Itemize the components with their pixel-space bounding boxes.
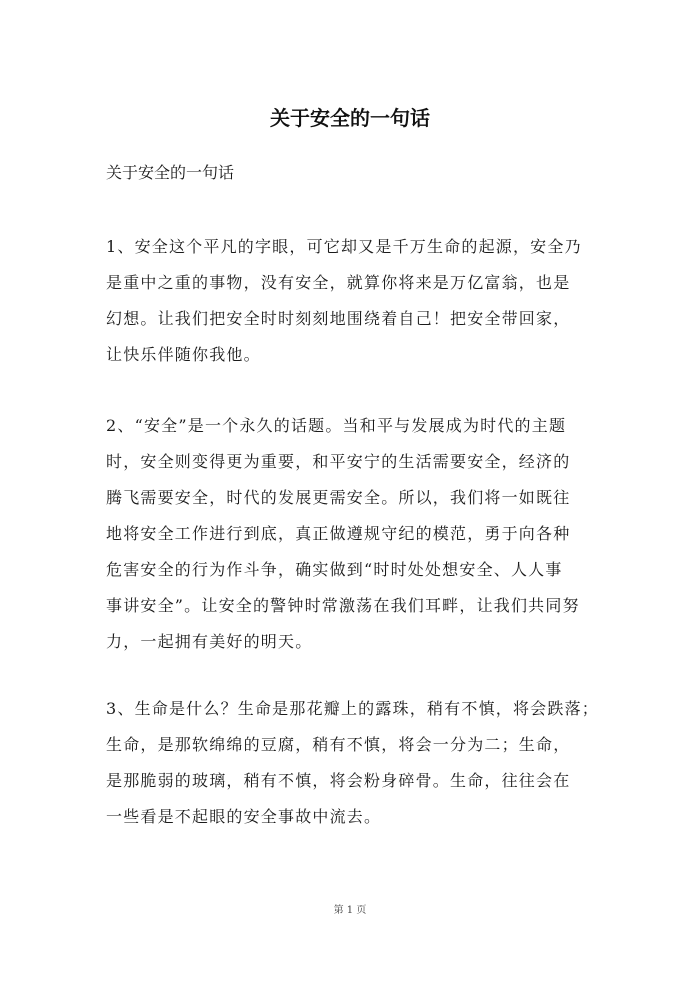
paragraph-line: 2、“安全”是一个永久的话题。当和平与发展成为时代的主题 [106,416,567,435]
paragraph-line: 是那脆弱的玻璃，稍有不慎，将会粉身碎骨。生命，往往会在 [106,771,571,790]
paragraph-line: 地将安全工作进行到底，真正做遵规守纪的模范，勇于向各种 [106,524,571,543]
paragraph-line: 3、生命是什么？生命是那花瓣上的露珠，稍有不慎，将会跌落； [106,699,599,718]
paragraph-line: 让快乐伴随你我他。 [106,345,261,364]
paragraph-line: 生命，是那软绵绵的豆腐，稍有不慎，将会一分为二；生命， [106,735,571,754]
paragraph-line: 是重中之重的事物，没有安全，就算你将来是万亿富翁，也是 [106,273,571,292]
paragraph-1 [106,229,606,373]
page-number: 第 1 页 [333,905,367,916]
paragraph-line: 一些看是不起眼的安全事故中流去。 [106,807,382,826]
paragraph-line: 力，一起拥有美好的明天。 [106,632,313,651]
paragraph-line: 危害安全的行为作斗争，确实做到“时时处处想安全、人人事 [106,560,563,579]
paragraph-line: 幻想。让我们把安全时时刻刻地围绕着自己！把安全带回家， [106,309,571,328]
paragraph-line: 1、安全这个平凡的字眼，可它却又是千万生命的起源，安全乃 [106,237,582,256]
paragraph-2 [106,408,606,660]
document-subtitle: 关于安全的一句话 [106,163,235,182]
paragraph-line: 事讲安全”。让安全的警钟时常激荡在我们耳畔，让我们共同努 [106,596,580,615]
paragraph-line: 腾飞需要安全，时代的发展更需安全。所以，我们将一如既往 [106,488,571,507]
paragraph-line: 时，安全则变得更为重要，和平安宁的生活需要安全，经济的 [106,452,571,471]
paragraph-3 [106,691,606,835]
document-title: 关于安全的一句话 [270,106,430,130]
